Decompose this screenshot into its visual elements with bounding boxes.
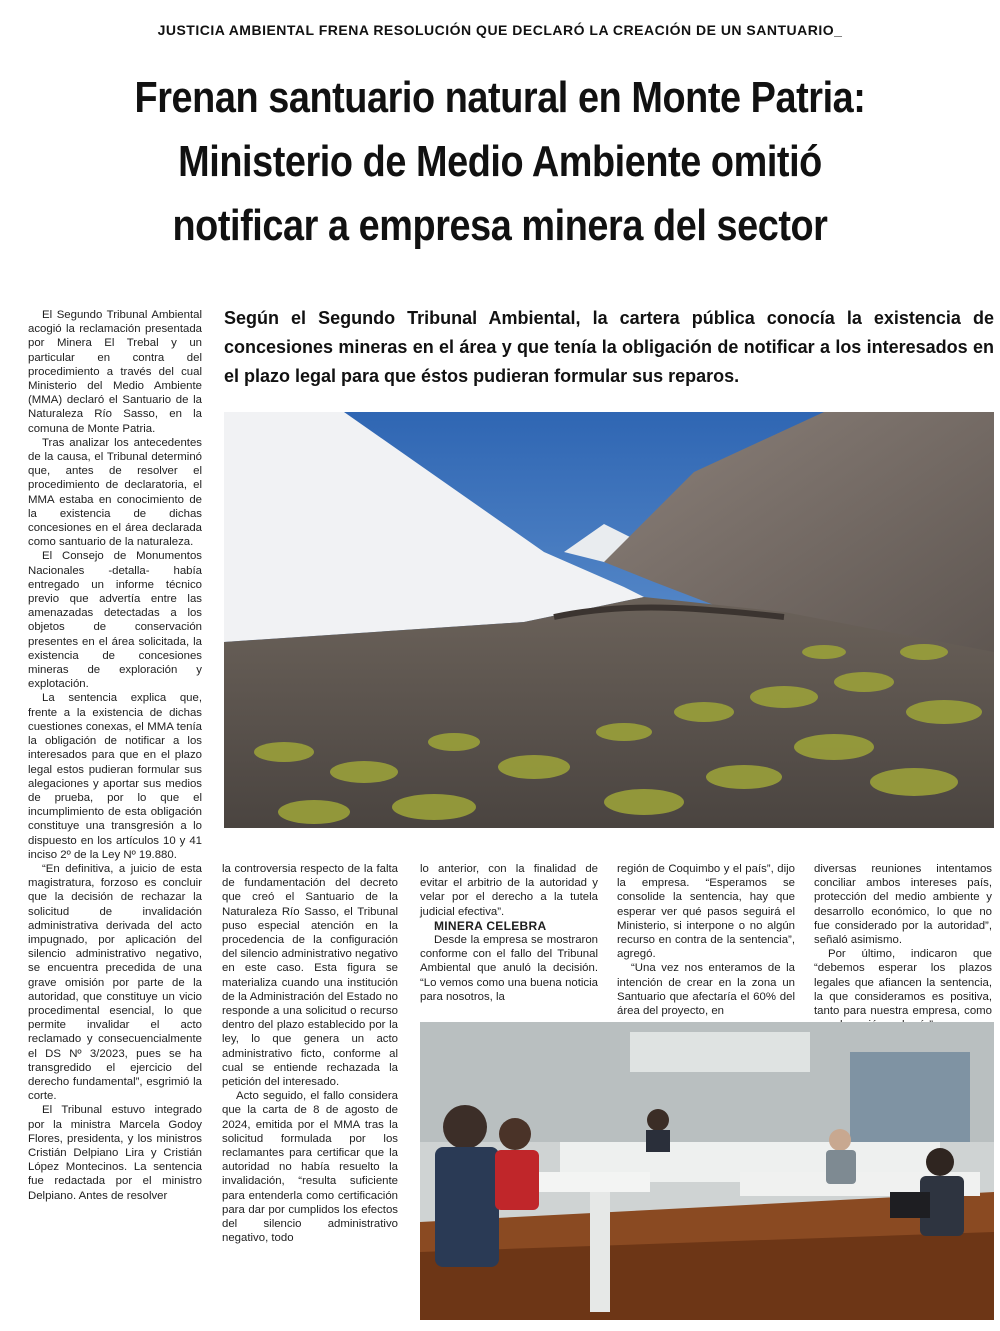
- kicker: JUSTICIA AMBIENTAL FRENA RESOLUCIÓN QUE DECLARÓ LA CREACIÓN DE UN SANTUARIO_: [157, 22, 843, 38]
- column-4: [617, 862, 795, 1022]
- mountain-photo: [224, 412, 994, 828]
- headline-line-2: Ministerio de Medio Ambiente omitió: [178, 137, 822, 186]
- col5-paragraph-1: diversas reuniones intentamos conciliar ambos intereses país, protección del medio ambiente y desarrollo económico, lo que no fue considerado por la autoridad”, señaló asimismo.: [814, 863, 992, 947]
- col1-paragraph-5: “En definitiva, a juicio de esta magistratura, forzoso es concluir que la decisión de rechazar la solicitud de invalidación administrativa derivada del acto impugnado, por aplicación del silencio administrativo negativo, se encuentra precedida de una grave omisión por parte de la autoridad, que constituye un vicio procedimental esencial, lo que permite invalidar el acto reclamado y consecuencialmente el DS Nº 3/2023, pues se ha transgredido el ejercicio del derecho fundamental”, esgrimió la corte.: [28, 862, 202, 1103]
- headline: [96, 66, 904, 258]
- column-2: [222, 862, 398, 1318]
- col4-paragraph-2: “Una vez nos enteramos de la intención de crear en la zona un Santuario que afectaría el 60% del área del proyecto, en: [617, 962, 795, 1018]
- col2-paragraph-2: Acto seguido, el fallo considera que la carta de 8 de agosto de 2024, emitida por el MMA tras la solicitud formulada por los reclamantes para certificar que la autoridad no había resuelto la invalidación, “resulta suficiente para entenderla como certificación para dar por cumplidos los efectos del silencio administrativo negativo, todo: [222, 1090, 398, 1245]
- col1-paragraph-6: El Tribunal estuvo integrado por la ministra Marcela Godoy Flores, presidenta, y los ministros Cristián Delpiano Lira y Cristián López Montecinos. La sentencia fue redactada por el ministro Delpiano. Antes de resolver: [28, 1104, 202, 1202]
- column-5: [814, 862, 992, 1022]
- courtroom-photo: [420, 1022, 994, 1320]
- col3-subhead: MINERA CELEBRA: [434, 918, 547, 933]
- column-3: [420, 862, 598, 1022]
- col1-paragraph-2: Tras analizar los antecedentes de la causa, el Tribunal determinó que, antes de resolver el procedimiento de declaratoria, el MMA estaba en conocimiento de la existencia de dichas concesiones en el área declarada como santuario de la naturaleza.: [28, 436, 202, 549]
- column-1: [28, 308, 202, 1318]
- headline-line-1: Frenan santuario natural en Monte Patria:: [134, 73, 866, 122]
- col3-paragraph-1: lo anterior, con la finalidad de evitar el arbitrio de la autoridad y velar por el derecho a la tutela judicial efectiva”.: [420, 863, 598, 918]
- col1-paragraph-1: El Segundo Tribunal Ambiental acogió la reclamación presentada por Minera El Trebal y un particular en contra del procedimiento a través del cual Ministerio del Medio Ambiente (MMA) declaró el Santuario de la Naturaleza Río Sasso, en la comuna de Monte Patria.: [28, 309, 202, 435]
- col3-paragraph-2: Desde la empresa se mostraron conforme con el fallo del Tribunal Ambiental que anuló la decisión. “Lo vemos como una buena noticia para nosotros, la: [420, 934, 598, 1003]
- col5-paragraph-2: Por último, indicaron que “debemos esperar los plazos legales que afiancen la sentencia, la que consideramos es positiva, tanto para nuestra empresa, como: [814, 948, 992, 1018]
- col2-paragraph-1: la controversia respecto de la falta de fundamentación del decreto que creó el Santuario de la Naturaleza Río Sasso, el Tribunal puso especial atención en la procedencia de la configuración del silencio administrativo negativo en este caso. Esta figura se materializa cuando una institución de la Administración del Estado no responde a una solicitud o recurso dentro del plazo establecido por la ley, lo que genera un acto administrativo ficto, conforme al cual se entiende rechazada la petición del interesado.: [222, 863, 399, 1089]
- deck: Según el Segundo Tribunal Ambiental, la cartera pública conocía la existencia de concesiones mineras en el área y que tenía la obligación de notificar a los interesados en el plazo legal para que éstos pudieran formular sus reparos.: [224, 308, 994, 386]
- col4-paragraph-1: región de Coquimbo y el país”, dijo la empresa. “Esperamos se consolide la sentencia, hay que esperar ver qué pasos seguirá el Ministerio, si interpone o no algún recurso en contra de la sentencia”, agregó.: [617, 863, 795, 961]
- col1-paragraph-4: La sentencia explica que, frente a la existencia de dichas cuestiones conexas, el MMA tenía la obligación de notificar a los interesados para que en el plazo legal estos pudieran formular sus alegaciones y aportar sus medios de prueba, por lo que el incumplimiento de esta obligación constituye una transgresión a lo dispuesto en los artículos 10 y 41 inciso 2º de la Ley Nº 19.880.: [28, 692, 202, 861]
- col1-paragraph-3: El Consejo de Monumentos Nacionales -detalla- había entregado un informe técnico previo que advertía entre las amenazadas detectadas a los objetos de conservación presentes en el área solicitada, la existencia de concesiones mineras de exploración y explotación.: [28, 550, 202, 691]
- headline-line-3: notificar a empresa minera del sector: [172, 201, 828, 250]
